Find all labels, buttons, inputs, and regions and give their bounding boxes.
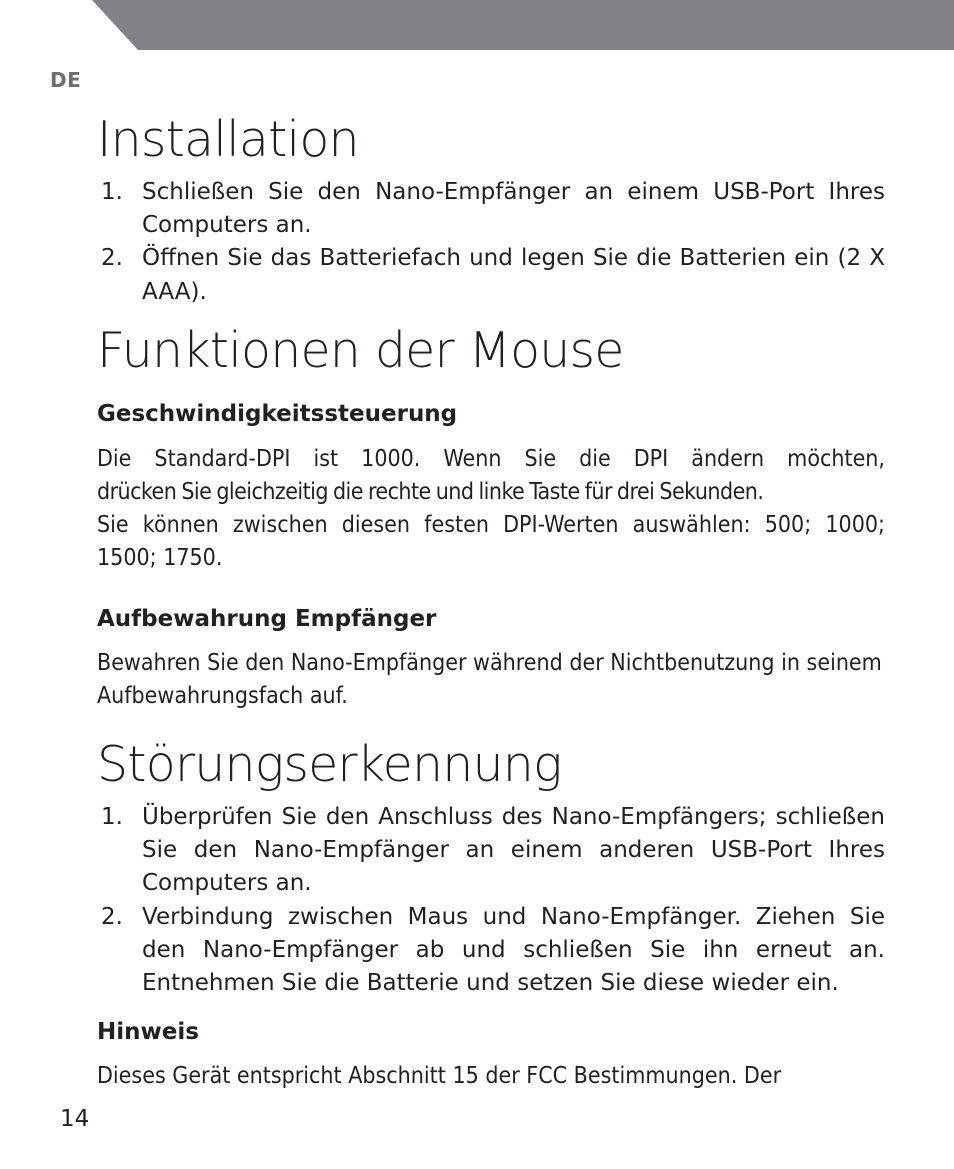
section-title-installation: Installation: [97, 111, 359, 168]
list-item-text: Schließen Sie den Nano-Empfänger an einem USB-Port Ihres Computers an.: [142, 179, 885, 239]
paragraph-line: drücken Sie gleichzeitig die rechte und linke Taste für drei Sekunden.: [97, 479, 764, 506]
list-item: [97, 176, 885, 242]
list-number: 2.: [101, 245, 123, 272]
section-title-features: Funktionen der Mouse: [97, 321, 624, 379]
paragraph-speed-control: [97, 443, 885, 576]
subheading-speed-control: Geschwindigkeitssteuerung: [97, 400, 458, 427]
paragraph-receiver-storage: Bewahren Sie den Nano-Empfänger während der Nichtbenutzung in seinem Aufbewahrungsfach auf.: [97, 649, 882, 709]
subheading-receiver-storage: Aufbewahrung Empfänger: [97, 605, 437, 632]
list-number: 1.: [101, 179, 123, 205]
subheading-note: Hinweis: [97, 1019, 199, 1046]
list-item: [97, 801, 885, 901]
list-item-text: Überprüfen Sie den Anschluss des Nano-Empfängers; schließen Sie den Nano-Empfänger an einem anderen USB-Port Ihres Computers an.: [142, 804, 885, 897]
language-tag: DE: [50, 68, 82, 92]
page-number: 14: [60, 1106, 90, 1132]
paragraph-note: Dieses Gerät entspricht Abschnitt 15 der FCC Bestimmungen. Der: [97, 1063, 782, 1090]
installation-steps: [97, 176, 885, 309]
paragraph-line: Sie können zwischen diesen festen DPI-Werten auswählen: 500; 1000; 1500; 1750.: [97, 512, 885, 572]
list-item: [97, 901, 885, 1001]
header-band: [0, 0, 954, 50]
list-item: [97, 242, 885, 308]
paragraph-line: Die Standard-DPI ist 1000. Wenn Sie die DPI ändern möchten,: [97, 445, 885, 472]
troubleshooting-steps: [97, 801, 885, 1000]
list-item-text: Verbindung zwischen Maus und Nano-Empfänger. Ziehen Sie den Nano-Empfänger ab und schließen Sie ihn erneut an. Entnehmen Sie die Batterie und setzen Sie diese wieder ein.: [142, 903, 885, 997]
list-number: 1.: [101, 804, 123, 831]
list-item-text: Öffnen Sie das Batteriefach und legen Sie die Batterien ein (2 X AAA).: [142, 245, 885, 305]
page-content: [97, 108, 885, 1093]
section-title-troubleshooting: Störungserkennung: [97, 736, 562, 794]
list-number: 2.: [101, 903, 123, 930]
